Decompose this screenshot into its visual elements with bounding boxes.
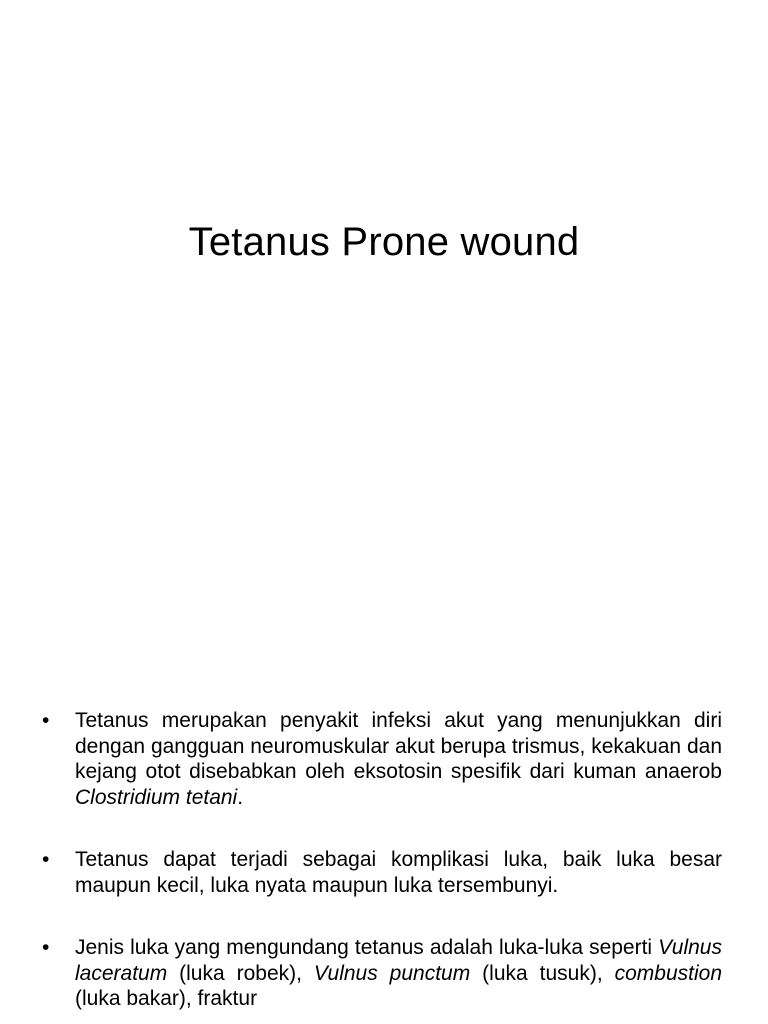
italic-term: Vulnus punctum — [313, 961, 471, 985]
italic-term: Clostridium tetani — [75, 785, 238, 809]
bullet-item-1 — [42, 708, 722, 810]
text-segment: (luka robek), — [167, 961, 314, 985]
bullet-text — [75, 709, 722, 809]
bullet-text — [75, 936, 722, 1010]
text-segment: Tetanus dapat terjadi sebagai komplikasi luka, baik luka besar maupun kecil, luka nyata maupun luka tersembunyi. — [75, 848, 722, 897]
italic-term: Vulnus laceratum — [75, 936, 722, 985]
slide-title: Tetanus Prone wound — [188, 220, 580, 264]
bullet-marker: • — [42, 848, 50, 871]
bullet-item-2 — [42, 847, 722, 898]
text-segment: (luka tusuk), — [470, 961, 615, 985]
text-segment: Jenis luka yang mengundang tetanus adalah luka-luka seperti — [75, 936, 659, 959]
bullet-marker: • — [42, 936, 50, 959]
italic-term: combustion — [614, 961, 722, 985]
bullet-list — [42, 708, 722, 1024]
text-segment: Tetanus merupakan penyakit infeksi akut yang menunjukkan diri dengan gangguan neuromuskular akut berupa trismus, kekakuan dan kejang otot disebabkan oleh eksotosin spesifik dari kuman anaerob — [75, 709, 722, 783]
bullet-item-3 — [42, 935, 722, 1012]
text-segment: . — [237, 785, 244, 809]
bullet-marker: • — [42, 709, 50, 732]
bullet-text — [75, 848, 722, 897]
text-segment: (luka bakar), fraktur — [75, 987, 258, 1010]
